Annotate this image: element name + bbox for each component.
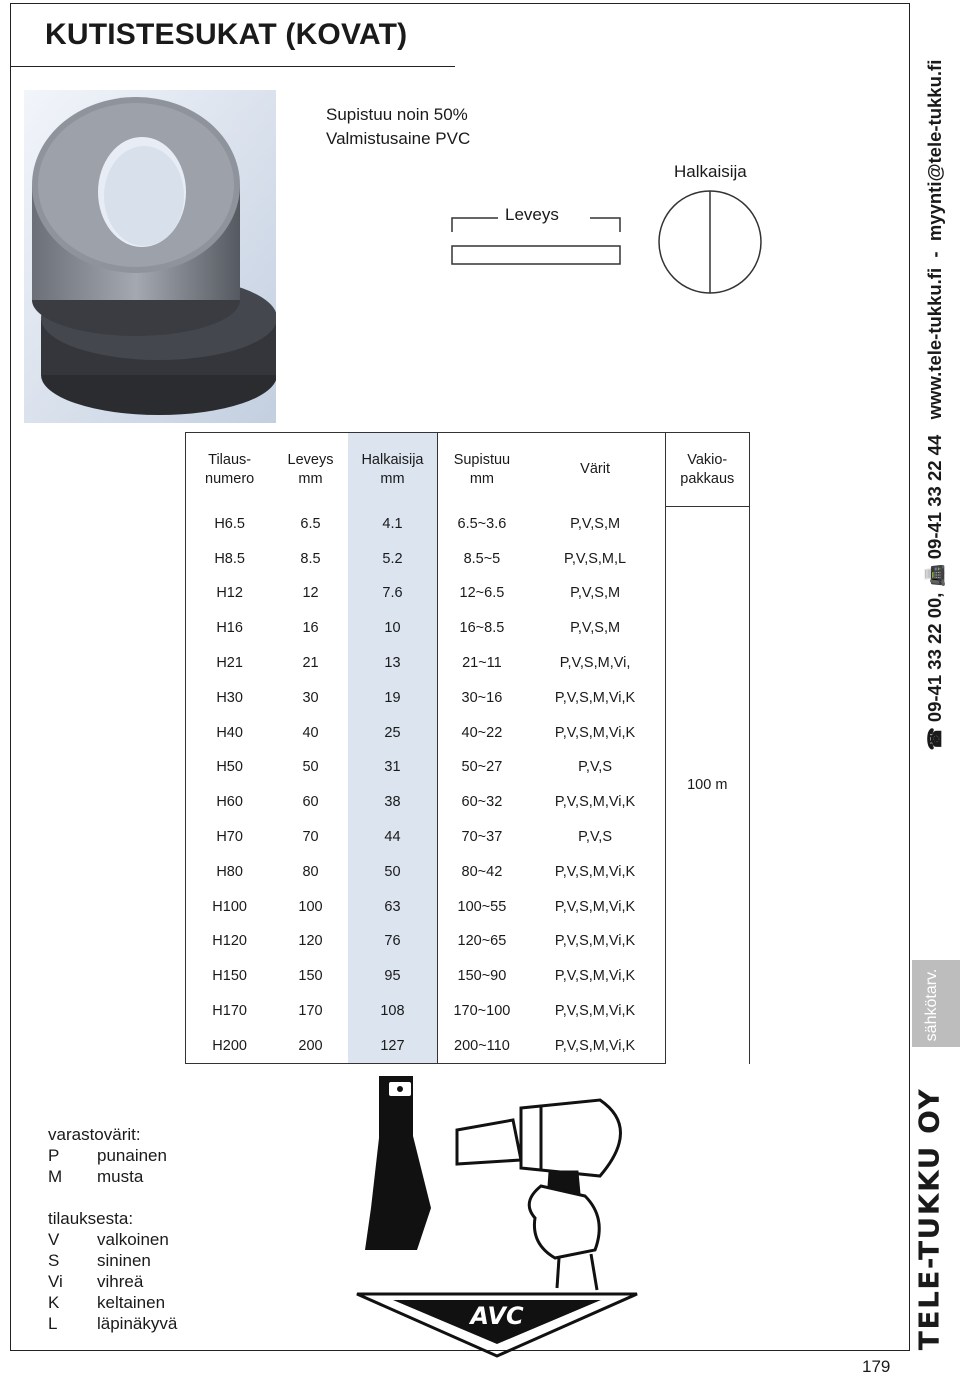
table-row [186,715,750,750]
order-colors-title: tilauksesta: [48,1209,134,1228]
legend-item: Vi vihreä [48,1272,144,1291]
cell-order-number: H16 [186,611,274,646]
cell-order-number: H120 [186,924,274,959]
table-row [186,750,750,785]
cell-width: 200 [273,1028,347,1063]
table-row [186,785,750,820]
cell-shrink: 40~22 [438,715,526,750]
table-row [186,541,750,576]
contact-separator: - [924,251,945,258]
description-material: Valmistusaine PVC [326,129,471,148]
cell-shrink: 12~6.5 [438,576,526,611]
cell-colors: P,V,S,M,Vi,K [554,1003,636,1020]
cell-order-number: H70 [186,820,274,855]
contact-info [924,60,946,751]
header-package: Vakio- pakkaus [665,433,749,507]
cell-width: 80 [302,863,319,880]
category-label: sähkötarv. [923,968,940,1042]
cell-colors: P,V,S,M,Vi,K [554,794,636,811]
cell-order-number: H50 [186,750,274,785]
cell-order-number: H200 [186,1028,274,1063]
table-row [186,576,750,611]
cell-width: 100 [298,898,323,915]
cell-shrink: 100~55 [438,889,526,924]
cell-order-number: H6.5 [186,507,274,542]
cell-order-number: H170 [186,994,274,1029]
cell-diameter: 7.6 [348,576,438,611]
cell-order-number: H150 [186,959,274,994]
cell-width: 12 [302,585,319,602]
cell-diameter: 127 [348,1028,438,1063]
cell-colors: P,V,S [578,759,612,776]
table-row [186,924,750,959]
cell-colors: P,V,S,M,Vi,K [554,933,636,950]
legend-item: L läpinäkyvä [48,1314,178,1333]
tape-rolls-photo [24,90,276,423]
cell-width: 50 [302,759,319,776]
header-shrink: Supistuu mm [438,433,526,507]
legend-item: P punainen [48,1146,167,1165]
cell-shrink: 60~32 [438,785,526,820]
cell-colors: P,V,S,M [570,585,621,602]
cell-colors: P,V,S,M,L [564,550,627,567]
cell-colors: P,V,S,M,Vi,K [554,724,636,741]
table-row [186,994,750,1029]
cell-width: 60 [302,794,319,811]
cell-order-number: H12 [186,576,274,611]
color-legend [48,1124,177,1334]
cell-diameter: 10 [348,611,438,646]
cell-order-number: H100 [186,889,274,924]
cell-width: 21 [302,655,319,672]
table-row [186,854,750,889]
cell-width: 40 [302,724,319,741]
diameter-label: Halkaisija [674,162,747,181]
table-row [186,680,750,715]
cell-width: 120 [298,933,323,950]
cell-order-number: H60 [186,785,274,820]
cell-shrink: 30~16 [438,680,526,715]
table-row [186,889,750,924]
cell-colors: P,V,S,M,Vi, [559,655,631,672]
cell-diameter: 50 [348,854,438,889]
cell-diameter: 38 [348,785,438,820]
phone-icon: ☎ [924,727,945,751]
table-row [186,611,750,646]
table-row [186,1028,750,1063]
cell-shrink: 170~100 [438,994,526,1029]
description-shrink: Supistuu noin 50% [326,105,468,124]
width-label: Leveys [505,205,559,224]
cell-diameter: 63 [348,889,438,924]
cell-diameter: 5.2 [348,541,438,576]
cell-width: 150 [298,968,323,985]
cell-order-number: H21 [186,646,274,681]
website: www.tele-tukku.fi [924,267,945,420]
cell-shrink: 200~110 [438,1028,526,1063]
header-diameter: Halkaisija mm [348,433,438,507]
cell-colors: P,V,S,M [570,515,621,532]
heat-tools-illustration [345,1068,645,1358]
cell-shrink: 16~8.5 [438,611,526,646]
cell-colors: P,V,S,M [570,620,621,637]
cell-width: 30 [302,689,319,706]
cell-diameter: 108 [348,994,438,1029]
cell-order-number: H80 [186,854,274,889]
cell-diameter: 76 [348,924,438,959]
cell-diameter: 19 [348,680,438,715]
cell-colors: P,V,S,M,Vi,K [554,968,636,985]
table-row [186,959,750,994]
fax-icon: 📠 [924,564,945,588]
legend-item: S sininen [48,1251,151,1270]
cell-width: 8.5 [300,550,321,567]
cell-order-number: H40 [186,715,274,750]
page-number: 179 [862,1357,891,1376]
cell-shrink: 6.5~3.6 [438,507,526,542]
cell-colors: P,V,S,M,Vi,K [554,898,636,915]
cell-colors: P,V,S,M,Vi,K [526,1028,665,1063]
cell-shrink: 70~37 [438,820,526,855]
cell-diameter: 44 [348,820,438,855]
cell-diameter: 13 [348,646,438,681]
table-row [186,646,750,681]
email: myynti@tele-tukku.fi [924,59,945,242]
cell-width: 70 [302,829,319,846]
cell-width: 16 [302,620,319,637]
cell-shrink: 120~65 [438,924,526,959]
cell-shrink: 80~42 [438,854,526,889]
cell-diameter: 25 [348,715,438,750]
cell-colors: P,V,S,M,Vi,K [554,863,636,880]
svg-text:AVC: AVC [470,1302,524,1330]
fax-number: 09-41 33 22 44 [924,434,945,560]
table-row [186,820,750,855]
table-row [186,507,750,542]
category-tab [912,960,960,1047]
spec-table [185,432,750,1064]
shrink-sleeve-icon [365,1076,431,1250]
cell-shrink: 50~27 [438,750,526,785]
phone-number: 09-41 33 22 00, [924,592,945,723]
stock-colors-title: varastovärit: [48,1125,141,1144]
legend-item: M musta [48,1167,144,1186]
product-description [326,103,470,151]
cell-width: 6.5 [300,515,321,532]
cell-diameter: 95 [348,959,438,994]
avc-logo [357,1294,637,1356]
cell-shrink: 8.5~5 [438,541,526,576]
cell-diameter: 4.1 [348,507,438,542]
cell-width: 170 [298,1003,323,1020]
heat-gun-icon [457,1100,621,1290]
header-order-number: Tilaus- numero [186,433,274,507]
package-cell: 100 m [665,507,749,1064]
table-header-row [186,433,750,507]
header-width: Leveys mm [273,433,347,507]
cell-diameter: 31 [348,750,438,785]
cell-order-number: H30 [186,680,274,715]
cell-shrink: 21~11 [438,646,526,681]
cell-colors: P,V,S [578,829,612,846]
legend-item: K keltainen [48,1293,166,1312]
title-divider [10,66,455,67]
cell-shrink: 150~90 [438,959,526,994]
header-colors: Värit [526,433,665,507]
cell-colors: P,V,S,M,Vi,K [554,689,636,706]
company-logo: TELE-TUKKU OY [912,1087,946,1351]
legend-item: V valkoinen [48,1230,169,1249]
page-title: KUTISTESUKAT (KOVAT) [45,18,408,51]
cell-order-number: H8.5 [186,541,274,576]
